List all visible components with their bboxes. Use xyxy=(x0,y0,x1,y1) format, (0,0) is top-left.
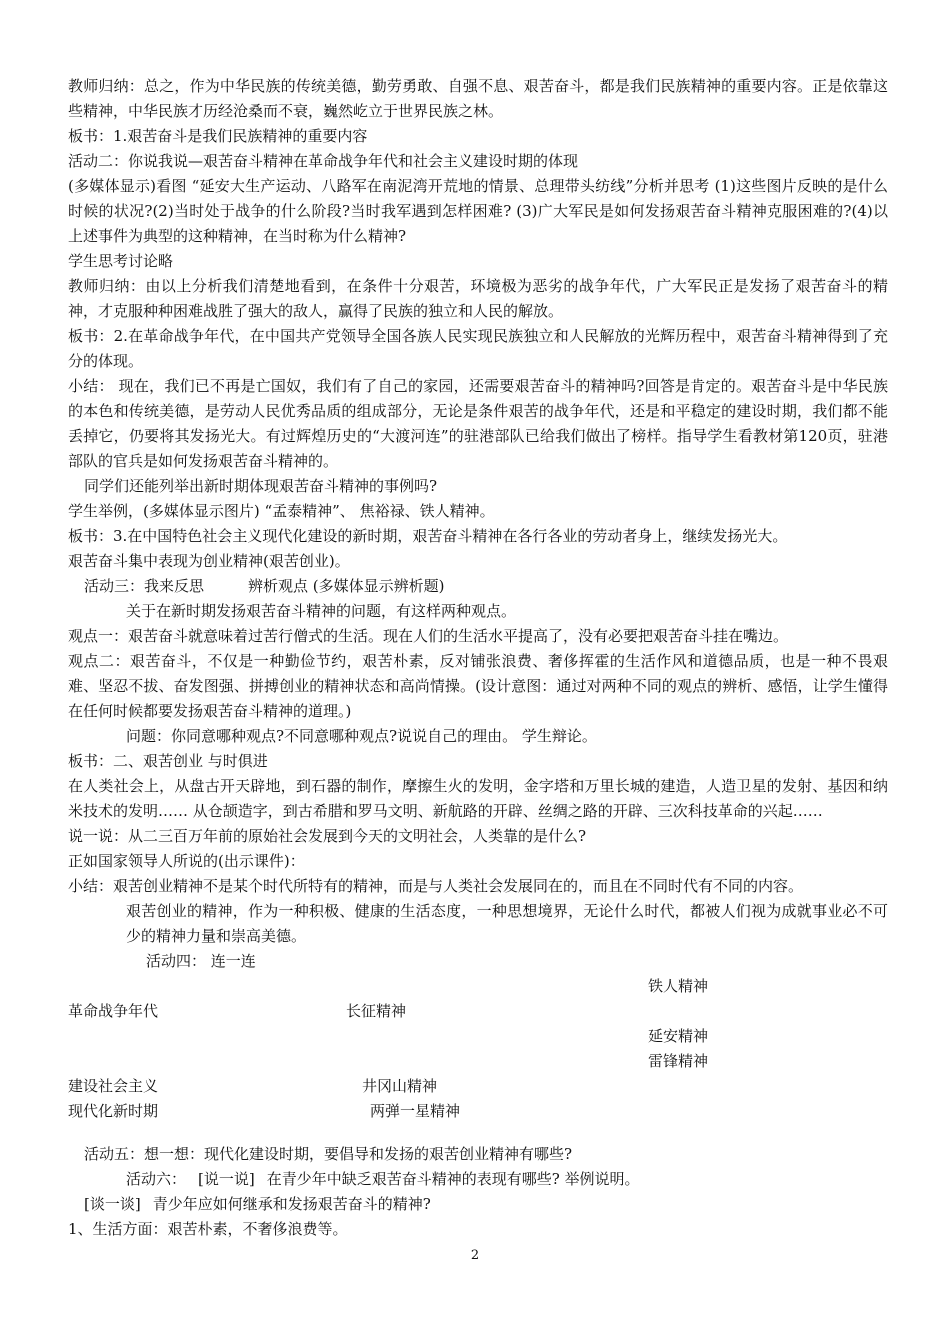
student-examples: 学生举例，(多媒体显示图片) “孟泰精神”、 焦裕禄、铁人精神。 xyxy=(68,502,495,520)
match-middle-2: 井冈山精神 xyxy=(362,1077,438,1095)
viewpoint-1: 观点一：艰苦奋斗就意味着过苦行僧式的生活。现在人们的生活水平提高了，没有必要把艰苦奋斗挂在嘴边。 xyxy=(68,627,789,645)
classmates-question: 同学们还能列举出新时期体现艰苦奋斗精神的事例吗? xyxy=(84,477,438,495)
entrepreneurship-note: 艰苦奋斗集中表现为创业精神(艰苦创业)。 xyxy=(68,552,350,570)
activity-3-intro: 关于在新时期发扬艰苦奋斗精神的问题，有这样两种观点。 xyxy=(126,602,517,620)
activity-2-title: 活动二：你说我说—艰苦奋斗精神在革命战争年代和社会主义建设时期的体现 xyxy=(68,152,579,170)
student-discussion: 学生思考讨论略 xyxy=(68,252,174,270)
activity-6-tag: [说一说] xyxy=(198,1170,255,1188)
match-left-1: 革命战争年代 xyxy=(68,1002,159,1020)
teacher-summary-1: 教师归纳：总之，作为中华民族的传统美德，勤劳勇敢、自强不息、艰苦奋斗，都是我们民族精神的重要内容。正是依靠这些精神，中华民族才历经沧桑而不衰，巍然屹立于世界民族之林。 xyxy=(68,77,888,120)
spirit-paragraph: 艰苦创业的精神，作为一种积极、健康的生活态度，一种思想境界，无论什么时代，都被人们视为成就事业必不可少的精神力量和崇高美德。 xyxy=(126,902,888,945)
life-aspect: 1、生活方面：艰苦朴素，不奢侈浪费等。 xyxy=(68,1220,348,1238)
document-body xyxy=(68,74,888,1184)
discuss-tag: [谈一谈] xyxy=(84,1195,141,1213)
activity-3-title: 活动三：我来反思 xyxy=(84,577,205,595)
match-left-3: 现代化新时期 xyxy=(68,1102,159,1120)
page-number: 2 xyxy=(470,1248,480,1263)
section-2-summary: 小结：艰苦创业精神不是某个时代所特有的精神，而是与人类社会发展同在的，而且在不同时代有不同的内容。 xyxy=(68,877,804,895)
match-middle-1: 长征精神 xyxy=(346,1002,407,1020)
activity-3-header xyxy=(68,574,888,599)
board-note-3: 板书：3.在中国特色社会主义现代化建设的新时期，艰苦奋斗精神在各行各业的劳动者身上，继续发扬光大。 xyxy=(68,527,788,545)
history-paragraph: 在人类社会上，从盘古开天辟地，到石器的制作，摩擦生火的发明，金字塔和万里长城的建造，人造卫星的发射、基因和纳米技术的发明…… 从仓颉造字，到古希腊和罗马文明、新航路的开辟、丝绸之路的开辟、三次科技革命的兴起…… xyxy=(68,777,888,820)
activity-6-label: 活动六： xyxy=(126,1170,187,1188)
match-middle-3: 两弹一星精神 xyxy=(370,1102,461,1120)
match-right-3: 雷锋精神 xyxy=(648,1052,709,1070)
summary-paragraph: 小结： 现在，我们已不再是亡国奴，我们有了自己的家园，还需要艰苦奋斗的精神吗?回答是肯定的。艰苦奋斗是中华民族的本色和传统美德，是劳动人民优秀品质的组成部分，无论是条件艰苦的战争年代，还是和平稳定的建设时期，我们都不能丢掉它，仍要将其发扬光大。有过辉煌历史的“大渡河连”的驻港部队已给我们做出了榜样。指导学生看教材第120页，驻港部队的官兵是如何发扬艰苦奋斗精神的。 xyxy=(68,377,888,470)
activity-3-question: 问题：你同意哪种观点?不同意哪种观点?说说自己的理由。 学生辩论。 xyxy=(126,727,597,745)
viewpoint-2: 观点二：艰苦奋斗，不仅是一种勤俭节约，艰苦朴素，反对铺张浪费、奢侈挥霍的生活作风和道德品质，也是一种不畏艰难、坚忍不拔、奋发图强、拼搏创业的精神状态和高尚情操。(设计意图：通过对两种不同的观点的辨析、感悟，让学生懂得在任何时候都要发扬艰苦奋斗精神的道理。) xyxy=(68,652,888,720)
activity-4-title: 活动四： 连一连 xyxy=(146,952,256,970)
board-note-2: 板书：2.在革命战争年代，在中国共产党领导全国各族人民实现民族独立和人民解放的光辉历程中，艰苦奋斗精神得到了充分的体现。 xyxy=(68,327,888,370)
talk-question: 说一说：从二三百万年前的原始社会发展到今天的文明社会，人类靠的是什么? xyxy=(68,827,587,845)
match-right-2: 延安精神 xyxy=(648,1027,709,1045)
activity-6 xyxy=(68,1167,888,1192)
board-note-1: 板书：1.艰苦奋斗是我们民族精神的重要内容 xyxy=(68,127,368,145)
board-note-section-2: 板书：二、艰苦创业 与时俱进 xyxy=(68,752,268,770)
activity-2-questions: (多媒体显示)看图 “延安大生产运动、八路军在南泥湾开荒地的情景、总理带头纺线”分析并思考 (1)这些图片反映的是什么时候的状况?(2)当时处于战争的什么阶段?当时我军遇到怎样困难? (3)广大军民是如何发扬艰苦奋斗精神克服困难的?(4)以上述事件为典型的这种精神，在当时称为什么精神? xyxy=(68,177,888,245)
closing-section xyxy=(68,1142,888,1242)
teacher-summary-2: 教师归纳：由以上分析我们清楚地看到，在条件十分艰苦，环境极为恶劣的战争年代，广大军民正是发扬了艰苦奋斗的精神，才克服种种困难战胜了强大的敌人，赢得了民族的独立和人民的解放。 xyxy=(68,277,888,320)
activity-6-text: 在青少年中缺乏艰苦奋斗精神的表现有哪些? 举例说明。 xyxy=(266,1170,640,1188)
activity-3-subtitle: 辨析观点 (多媒体显示辨析题) xyxy=(248,577,445,595)
match-right-1: 铁人精神 xyxy=(648,977,709,995)
activity-5: 活动五：想一想：现代化建设时期，要倡导和发扬的艰苦创业精神有哪些? xyxy=(84,1145,573,1163)
leader-quote-intro: 正如国家领导人所说的(出示课件)： xyxy=(68,852,305,870)
discuss-text: 青少年应如何继承和发扬艰苦奋斗的精神? xyxy=(152,1195,431,1213)
discuss-line xyxy=(68,1192,888,1217)
match-left-2: 建设社会主义 xyxy=(68,1077,159,1095)
